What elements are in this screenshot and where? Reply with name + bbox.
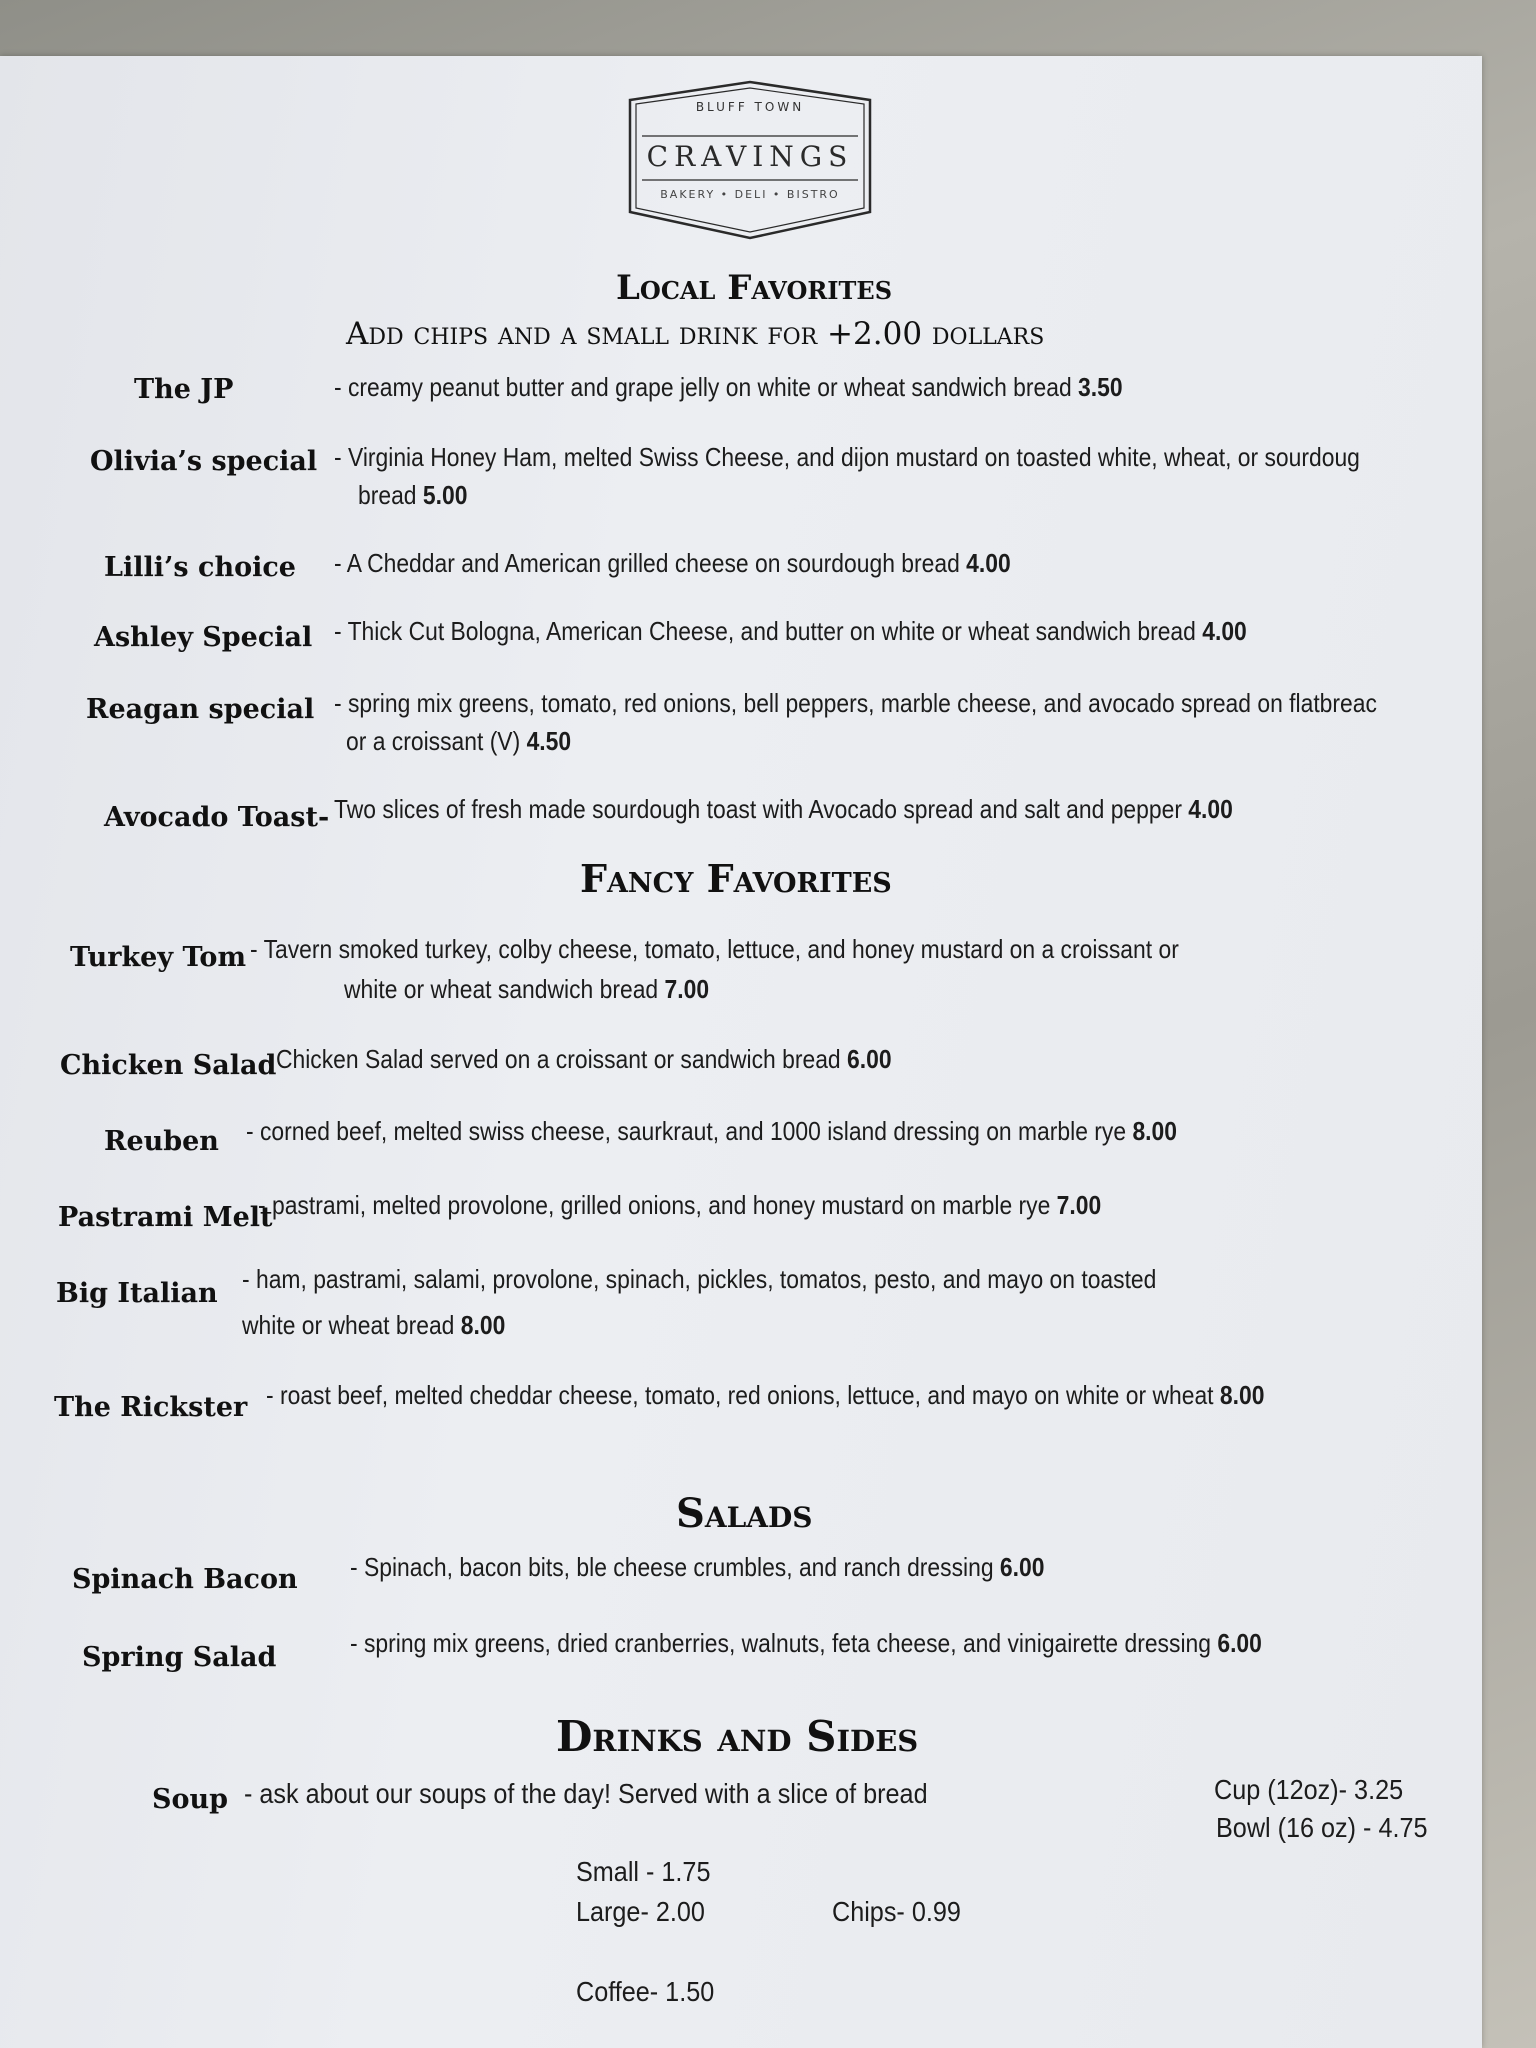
item-desc-turkey-tom-cont: white or wheat sandwich bread 7.00 xyxy=(344,974,710,1004)
drink-small-price: Small - 1.75 xyxy=(576,1856,711,1887)
item-desc-the-jp: - creamy peanut butter and grape jelly on white or wheat sandwich bread 3.50 xyxy=(334,372,1123,402)
item-price: 7.00 xyxy=(1056,1190,1102,1220)
item-name-ashley-special: Ashley Special xyxy=(94,622,313,653)
item-name-big-italian: Big Italian xyxy=(56,1278,218,1309)
item-desc-pastrami-melt: - pastrami, melted provolone, grilled onions, and honey mustard on marble rye 7.00 xyxy=(258,1190,1102,1220)
item-name-soup: Soup xyxy=(152,1784,229,1815)
item-price: 6.00 xyxy=(1217,1628,1262,1658)
item-price: 4.00 xyxy=(1202,616,1247,646)
item-price: 6.00 xyxy=(847,1044,892,1074)
chips-price: Chips- 0.99 xyxy=(832,1896,961,1927)
item-name-spinach-bacon: Spinach Bacon xyxy=(72,1564,298,1595)
item-price: 5.00 xyxy=(422,480,468,510)
coffee-price: Coffee- 1.50 xyxy=(576,1976,715,2007)
item-desc-lillis-choice: - A Cheddar and American grilled cheese on sourdough bread 4.00 xyxy=(334,548,1011,578)
item-price: 6.00 xyxy=(999,1552,1045,1582)
section-title-drinks-sides: Drinks and Sides xyxy=(556,1712,919,1761)
item-desc-chicken-salad: - Chicken Salad served on a croissant or sandwich bread 6.00 xyxy=(262,1044,892,1074)
soup-bowl-price: Bowl (16 oz) - 4.75 xyxy=(1216,1812,1428,1843)
item-desc-spring-salad: - spring mix greens, dried cranberries, walnuts, feta cheese, and vinigairette dressing 6.00 xyxy=(350,1628,1262,1658)
logo-wordmark: CRAVINGS xyxy=(646,140,854,173)
item-price: 4.00 xyxy=(966,548,1011,578)
item-name-chicken-salad: Chicken Salad xyxy=(60,1050,277,1081)
soup-cup-price: Cup (12oz)- 3.25 xyxy=(1214,1774,1404,1805)
item-name-turkey-tom: Turkey Tom xyxy=(70,942,247,973)
section-title-salads: Salads xyxy=(676,1490,813,1537)
item-desc-spinach-bacon: - Spinach, bacon bits, ble cheese crumbles, and ranch dressing 6.00 xyxy=(350,1552,1045,1582)
item-desc-turkey-tom: - Tavern smoked turkey, colby cheese, tomato, lettuce, and honey mustard on a croissant or xyxy=(250,934,1179,964)
item-price: 3.50 xyxy=(1078,372,1123,402)
item-name-the-rickster: The Rickster xyxy=(54,1392,248,1423)
item-price: 8.00 xyxy=(1132,1116,1177,1146)
item-desc-reuben: - corned beef, melted swiss cheese, saurkraut, and 1000 island dressing on marble rye 8.00 xyxy=(246,1116,1177,1146)
local-subtitle: Add chips and a small drink for +2.00 dollars xyxy=(346,316,1045,352)
item-price: 4.50 xyxy=(526,726,572,756)
item-name-pastrami-melt: Pastrami Melt xyxy=(58,1202,273,1233)
drink-large-price: Large- 2.00 xyxy=(576,1896,705,1927)
item-price: 4.00 xyxy=(1188,794,1233,824)
item-name-avocado-toast: Avocado Toast- xyxy=(104,802,330,833)
item-price: 8.00 xyxy=(1219,1380,1265,1410)
logo-tagline-bottom: BAKERY • DELI • BISTRO xyxy=(660,188,840,201)
item-desc-avocado-toast: Two slices of fresh made sourdough toast with Avocado spread and salt and pepper 4.00 xyxy=(334,794,1233,824)
item-desc-reagan-special: - spring mix greens, tomato, red onions, bell peppers, marble cheese, and avocado spread on flatbreac xyxy=(334,688,1377,718)
item-price: 7.00 xyxy=(664,974,710,1004)
item-name-lillis-choice: Lilli’s choice xyxy=(104,552,296,583)
item-name-reagan-special: Reagan special xyxy=(86,694,315,725)
section-title-local: Local Favorites xyxy=(616,268,893,308)
item-name-reuben: Reuben xyxy=(104,1126,219,1157)
item-desc-the-rickster: - roast beef, melted cheddar cheese, tomato, red onions, lettuce, and mayo on white or wheat 8.00 xyxy=(266,1380,1265,1410)
logo-tagline-top: BLUFF TOWN xyxy=(695,100,805,114)
item-desc-big-italian: - ham, pastrami, salami, provolone, spinach, pickles, tomatos, pesto, and mayo on toasted xyxy=(242,1264,1157,1294)
item-desc-big-italian-cont: white or wheat bread 8.00 xyxy=(242,1310,506,1340)
item-desc-ashley-special: - Thick Cut Bologna, American Cheese, and butter on white or wheat sandwich bread 4.00 xyxy=(334,616,1247,646)
item-desc-olivias-special: - Virginia Honey Ham, melted Swiss Cheese, and dijon mustard on toasted white, wheat, or sourdoug xyxy=(334,442,1360,472)
item-price: 8.00 xyxy=(460,1310,506,1340)
item-desc-reagan-special-cont: or a croissant (V) 4.50 xyxy=(346,726,572,756)
item-desc-olivias-special-cont: bread 5.00 xyxy=(358,480,468,510)
item-name-spring-salad: Spring Salad xyxy=(82,1642,277,1673)
item-desc-soup: - ask about our soups of the day! Served with a slice of bread xyxy=(244,1778,928,1809)
section-title-fancy: Fancy Favorites xyxy=(580,856,892,901)
item-name-the-jp: The JP xyxy=(134,374,234,405)
item-name-olivias-special: Olivia’s special xyxy=(90,446,318,477)
